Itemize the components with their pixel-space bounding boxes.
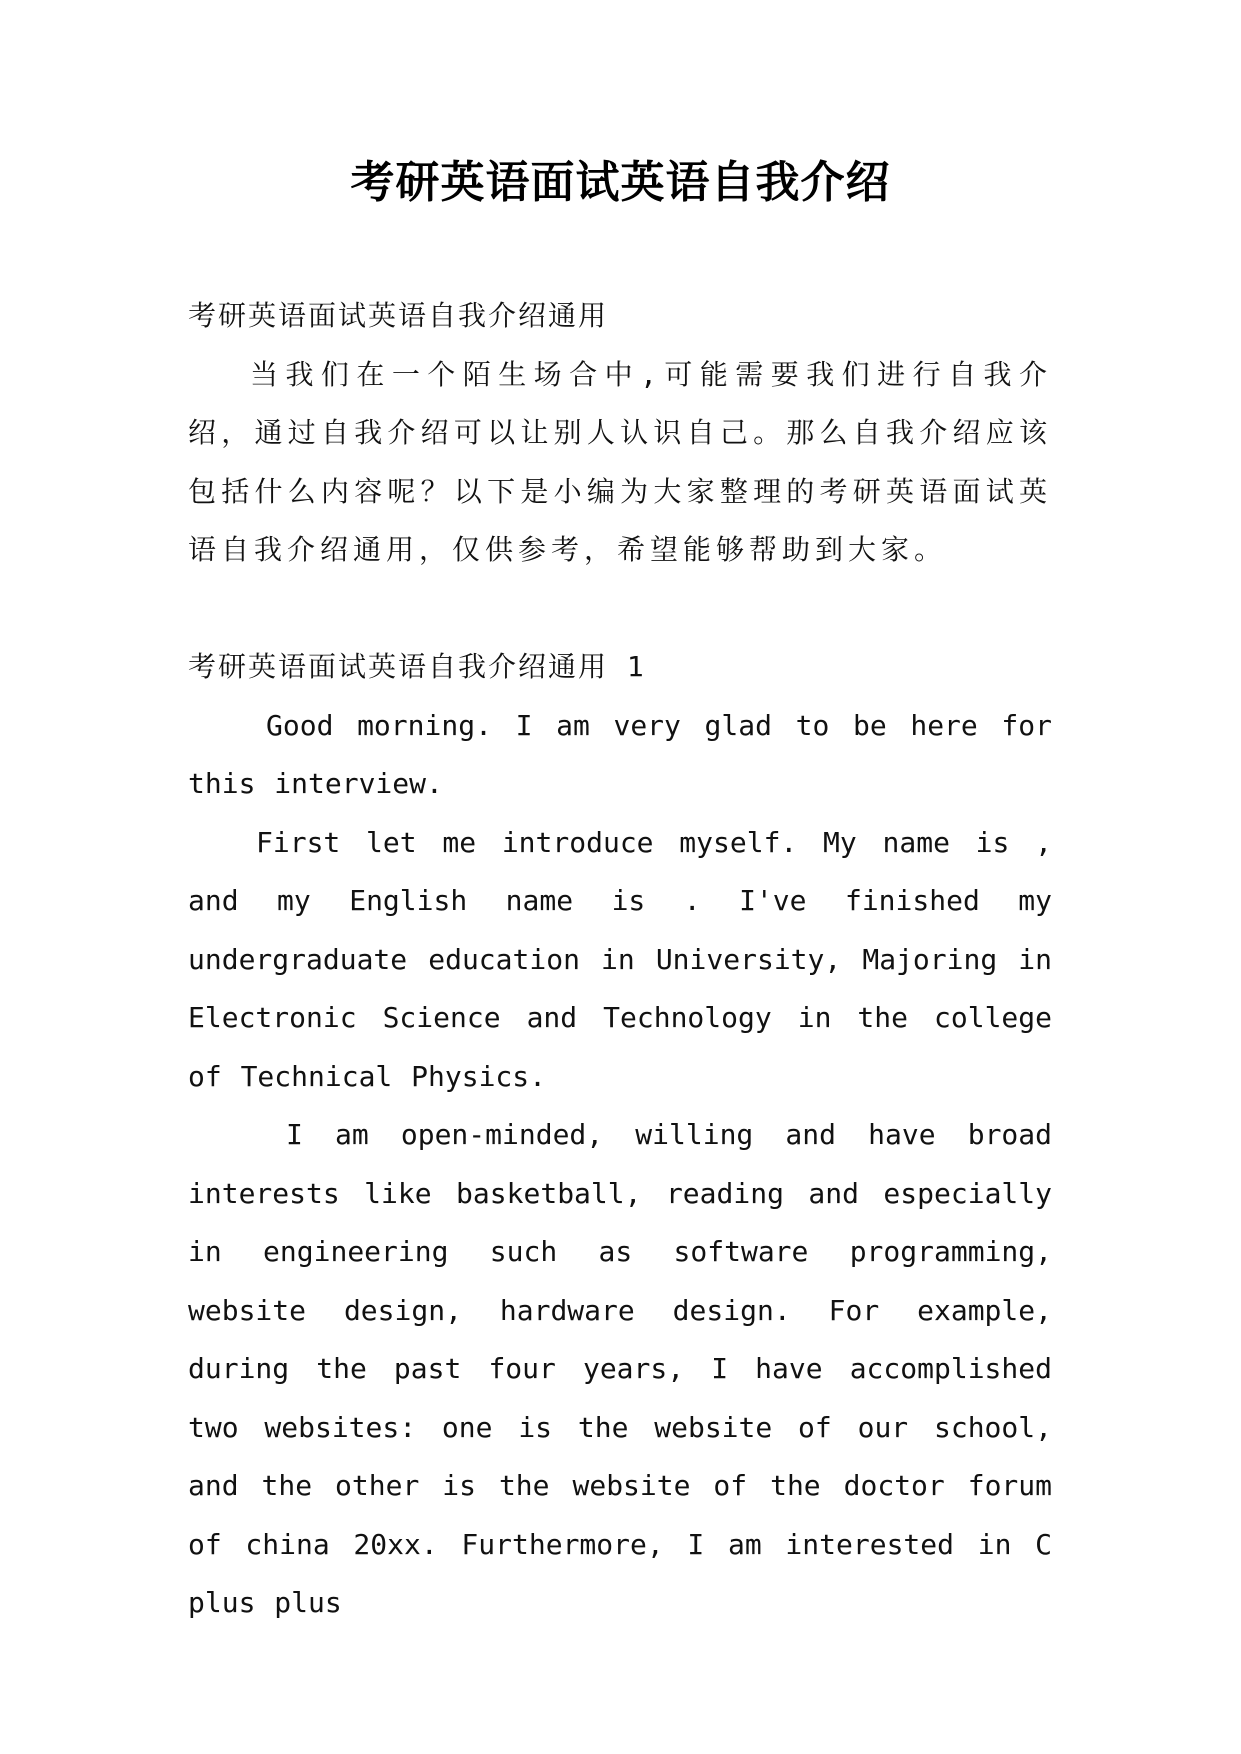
paragraph-spacer <box>188 580 1052 639</box>
body-paragraph-3: I am open-minded, willing and have broad interests like basketball, reading and especially in engineering such as software programming, website design, hardware design. For example, during the past four years, I have accomplished two websites: one is the website of our school, and the other is the website of the doctor forum of china 20xx. Furthermore, I am interested in C plus plus <box>188 1118 1052 1619</box>
document-body <box>188 287 1052 1633</box>
section-heading: 考研英语面试英语自我介绍通用 1 <box>188 650 646 683</box>
body-paragraph-2: First let me introduce myself. My name is , and my English name is . I've finished my undergraduate education in University, Majoring in Electronic Science and Technology in the college of Technical Physics. <box>188 825 1052 1093</box>
intro-paragraph: 当我们在一个陌生场合中,可能需要我们进行自我介绍，通过自我介绍可以让别人认识自己。那么自我介绍应该包括什么内容呢？以下是小编为大家整理的考研英语面试英语自我介绍通用，仅供参考，希望能够帮助到大家。 <box>188 357 1052 566</box>
document-title: 考研英语面试英语自我介绍 <box>350 157 891 208</box>
body-paragraph-1: Good morning. I am very glad to be here for this interview. <box>188 708 1052 800</box>
document-subtitle: 考研英语面试英语自我介绍通用 <box>188 299 609 332</box>
